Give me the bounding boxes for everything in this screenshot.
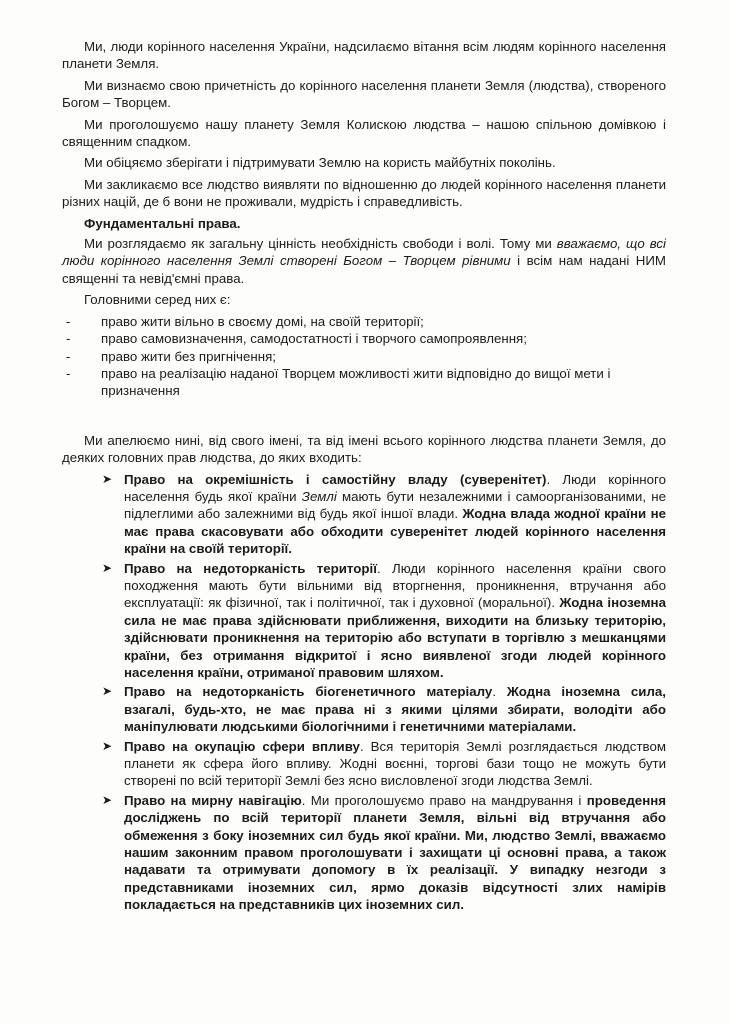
- right-title: Право на недоторканість біогенетичного матеріалу: [124, 684, 493, 700]
- right-text: . Люди корінного населення країни свого походження мають бути вільними від вторгнення, проникнення, втручання або експлуатації: як фізичної, так і політичної, так і духовної (моральної).: [124, 560, 666, 611]
- right-text-bold: Жодна іноземна сила не має права здійснювати приближення, виходити на близьку територію, здійснювати проникнення на територію або вступати в торгівлю з мешканцями країни, без отримання відкритої і ясно виявленої згоди людей корінного населення країни, отриманої правовим шляхом.: [124, 595, 666, 680]
- right-text-rest: мають бути незалежними і самоорганізованими, не підлеглими або залежними від будь якої іншої влади.: [124, 488, 666, 522]
- right-text: . Ми проголошуємо право на мандрування і: [301, 792, 587, 808]
- rights-arrow-list: [62, 471, 666, 914]
- right-item-sphere: [102, 738, 666, 790]
- right-text: . Вся територія Землі розглядається людством планети як сфера його впливу. Жодні воєнні, торгові бази тощо не можуть бути створені по всій території Землі без ясно висловленої згоди людства Землі.: [124, 738, 666, 789]
- list-item: - право жити вільно в своєму домі, на своїй території;: [62, 313, 666, 330]
- right-text: . Люди корінного населення будь якої країни: [124, 471, 666, 504]
- arrow-bullet-icon: ➤: [102, 738, 113, 753]
- right-item-sovereignty: [102, 471, 667, 558]
- right-text-bold: Жодна іноземна сила, взагалі, будь-хто, не має права ні з якими цілями збирати, володіти або маніпулювати людськими біологічними і генетичними матеріалами.: [124, 684, 666, 735]
- intro-paragraph-3: Ми проголошуємо нашу планету Земля Колискою людства – нашою спільною домівкою і священним спадком.: [62, 116, 666, 150]
- right-item-biogenetic: [102, 683, 666, 735]
- intro-paragraph-1: Ми, люди корінного населення України, надсилаємо вітання всім людям корінного населення планети Земля.: [62, 39, 666, 72]
- rights-dash-list: [62, 313, 666, 400]
- fundamental-text-end: і всім нам надані НИМ священні та невід'ємні права.: [62, 253, 666, 286]
- intro-paragraph-2: Ми визнаємо свою причетність до корінного населення планети Земля (людства), створеного Богом – Творцем.: [62, 77, 666, 111]
- spacer: [62, 400, 666, 432]
- right-text: .: [492, 684, 507, 700]
- intro-paragraph-5: Ми закликаємо все людство виявляти по відношенню до людей корінного населення планети різних націй, де б вони не проживали, мудрість і справедливість.: [62, 176, 666, 210]
- fundamental-paragraph: [62, 235, 666, 287]
- fundamental-text-start: Ми розглядаємо як загальну цінність необхідність свободи і волі. Тому ми: [84, 236, 557, 252]
- right-title: Право на мирну навігацію: [124, 792, 302, 808]
- arrow-bullet-icon: ➤: [102, 792, 113, 807]
- right-item-navigation: [102, 792, 667, 914]
- appeal-paragraph: Ми апелюємо нині, від свого імені, та від імені всього корінного людства планети Земля, до деяких головних прав людства, до яких входить:: [62, 432, 666, 466]
- arrow-bullet-icon: ➤: [102, 684, 113, 699]
- arrow-bullet-icon: ➤: [102, 560, 113, 575]
- document-body: [62, 38, 666, 916]
- right-item-territory: [102, 560, 666, 682]
- right-title: Право на окупацію сфери впливу: [124, 738, 360, 754]
- list-item: - право самовизначення, самодостатності і творчого самопроявлення;: [62, 330, 666, 347]
- section-heading: Фундаментальні права.: [84, 215, 241, 231]
- right-text-bold: проведення досліджень по всій території планети Земля, вільні від втручання або обмеження з боку іноземних сил будь якої країни. Ми, людство Землі, вважаємо нашим законним правом проголошувати і захищати ці основні права, а також надавати та отримувати допомогу в їх реалізації. У випадку незгоди з представниками іноземних сил, ярмо доказів відсутності злих намірів покладається на представників цих іноземних сил.: [124, 792, 667, 913]
- list-item: - право на реалізацію наданої Творцем можливості жити відповідно до вищої мети і призначення: [62, 365, 666, 400]
- right-text-bold: Жодна влада жодної країни не має права скасовувати або обходити суверенітет людей корінного населення країни на своїй території.: [124, 506, 667, 557]
- list-intro: Головними серед них є:: [84, 292, 231, 308]
- arrow-bullet-icon: ➤: [102, 471, 113, 486]
- right-title: Право на недоторканість території: [124, 560, 377, 576]
- right-text-italic: Землі: [301, 488, 337, 504]
- list-item: - право жити без пригнічення;: [62, 348, 666, 365]
- right-title: Право на окремішність і самостійну владу (суверенітет): [124, 471, 547, 487]
- intro-paragraph-4: Ми обіцяємо зберігати і підтримувати Землю на користь майбутніх поколінь.: [84, 155, 556, 171]
- fundamental-text-italic: вважаємо, що всі люди корінного населення Землі створені Богом – Творцем рівними: [62, 236, 666, 269]
